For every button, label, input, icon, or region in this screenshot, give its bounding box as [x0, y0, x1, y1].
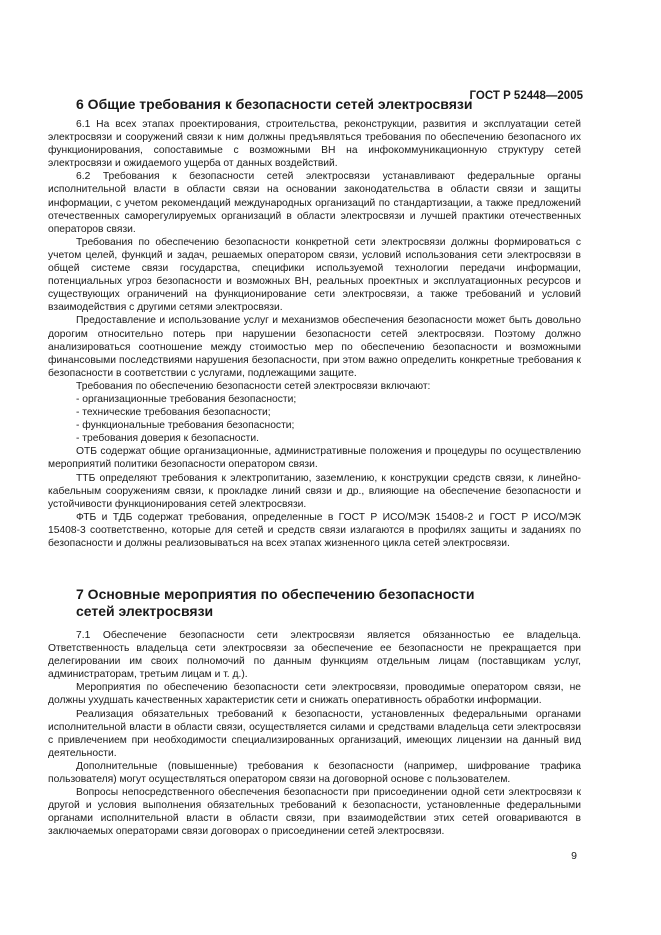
paragraph: Дополнительные (повышенные) требования к безопасности (например, шифрование трафика пользователя) могут осуществляться оператором связи на договорной основе с пользователем. [48, 760, 581, 786]
section-7-body [48, 629, 581, 839]
paragraph: Реализация обязательных требований к безопасности, установленных федеральными органами исполнительной власти в области связи, осуществляется силами и средствами владельца сети электросвязи с привлечением при необходимости специализированных организаций, имеющих лицензии на данный вид деятельности. [48, 708, 581, 759]
section-7-title-line-2: сетей электросвязи [76, 603, 214, 619]
paragraph: 6.1 На всех этапах проектирования, строительства, реконструкции, развития и эксплуатации сетей электросвязи и сооружений связи к ним должны предъявляться требования по обеспечению безопасного их функционирования, сопоставимые с возможными ВН на инфокоммуникационную структуру сетей электросвязи и ожидаемого ущерба от данных воздействий. [48, 119, 581, 170]
paragraph: Предоставление и использование услуг и механизмов обеспечения безопасности может быть довольно дорогим относительно потерь при нарушении безопасности сетей электросвязи. Поэтому должно анализироваться соотношение между стоимостью мер по обеспечению безопасности и возможными финансовыми последствиями нарушения безопасности, при этом важно определить конкретные требования к безопасности в соответствии с услугами, подлежащими защите. [48, 315, 581, 379]
paragraph: ОТБ содержат общие организационные, административные положения и процедуры по осуществлению мероприятий политики безопасности оператором связи. [48, 446, 581, 471]
paragraph: Требования по обеспечению безопасности сетей электросвязи включают: [76, 380, 431, 392]
list-item: - технические требования безопасности; [76, 407, 271, 419]
paragraph: 7.1 Обеспечение безопасности сети электросвязи является обязанностью ее владельца. Ответственность владельца сети электросвязи за обеспечение ее безопасности не прекращается при делегировании им своих полномочий по данным функциям отдельным лицам (поставщикам услуг, администраторам, третьим лицам и т. д.). [48, 630, 581, 681]
list-item: - требования доверия к безопасности. [76, 433, 259, 445]
paragraph: 6.2 Требования к безопасности сетей электросвязи устанавливают федеральные органы исполнительной власти в области связи на основании законодательства в области связи и защиты информации, с учетом рекомендаций международных организаций по стандартизации, а также предложений отечественных саморегулируемых организаций в области электросвязи и лучшей практики отечественных операторов связи. [48, 171, 581, 235]
section-7-title [76, 586, 475, 620]
section-7-title-line-1: 7 Основные мероприятия по обеспечению безопасности [76, 586, 475, 602]
list-item: - организационные требования безопасности; [76, 393, 297, 405]
paragraph: ТТБ определяют требования к электропитанию, заземлению, к конструкции средств связи, к линейно-кабельным сооружениям связи, к прокладке линий связи и др., влияющие на обеспечение безопасности и устойчивости функционирования сетей электросвязи. [48, 472, 581, 510]
paragraph: ФТБ и ТДБ содержат требования, определенные в ГОСТ Р ИСО/МЭК 15408-2 и ГОСТ Р ИСО/МЭК 15408-3 соответственно, которые для сетей и средств связи излагаются в профилях защиты и заданиях по безопасности и должны реализовываться на всех этапах жизненного цикла сетей электросвязи. [48, 511, 581, 549]
list-item: - функциональные требования безопасности; [76, 420, 295, 432]
paragraph: Требования по обеспечению безопасности конкретной сети электросвязи должны формироваться с учетом целей, функций и задач, решаемых оператором связи, условий использования сети электросвязи в общей системе связи государства, специфики используемой технологии передачи информации, потенциальных угроз безопасности и возможных ВН, реальных проектных и эксплуатационных ресурсов и существующих ограничений на функционирование сети электросвязи, а также требований и условий взаимодействия с другими сетями электросвязи. [48, 236, 581, 314]
paragraph: Мероприятия по обеспечению безопасности сети электросвязи, проводимые оператором связи, не должны ухудшать качественных характеристик сети и снижать оперативность обработки информации. [48, 682, 581, 707]
section-6-title: 6 Общие требования к безопасности сетей электросвязи [76, 96, 473, 112]
standard-header: ГОСТ Р 52448—2005 [469, 90, 583, 102]
section-6-body [48, 118, 581, 550]
paragraph: Вопросы непосредственного обеспечения безопасности при присоединении одной сети электросвязи к другой и условия выполнения обязательных требований к безопасности, установленные федеральными органами исполнительной власти в области связи, при взаимодействии этих сетей оговариваются в заключаемых операторами связи договорах о присоединении сетей электросвязи. [48, 787, 581, 838]
page-number: 9 [571, 850, 577, 862]
